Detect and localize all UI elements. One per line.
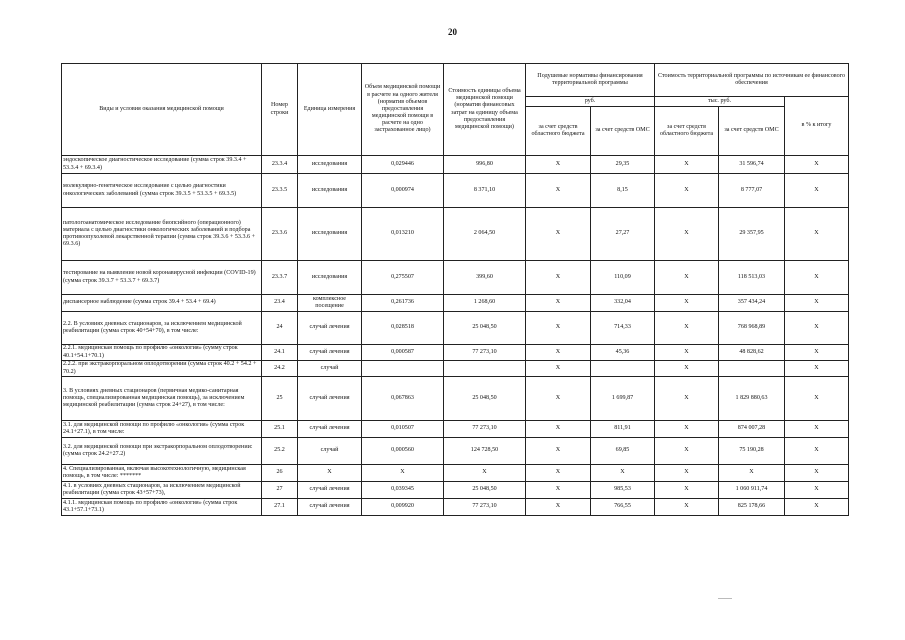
row-unit-cost: 399,60 (444, 261, 526, 295)
row-percent: X (785, 482, 849, 499)
row-cost-regional: X (655, 361, 719, 377)
header-regional-budget: за счет средств областного бюджета (526, 107, 591, 156)
row-unit-cost: 1 268,60 (444, 295, 526, 312)
row-unit: X (298, 465, 362, 482)
row-cost-regional: X (655, 438, 719, 465)
row-unit: случай лечения (298, 421, 362, 438)
row-volume: 0,013210 (362, 208, 444, 261)
table-row (62, 361, 849, 377)
row-number: 23.3.5 (262, 174, 298, 208)
row-per-capita-regional: X (526, 465, 591, 482)
header-percent-total: в % к итогу (785, 97, 849, 156)
row-unit: исследования (298, 174, 362, 208)
row-volume: X (362, 465, 444, 482)
row-per-capita-oms: 811,91 (591, 421, 655, 438)
row-percent: X (785, 208, 849, 261)
row-cost-oms: 75 190,28 (719, 438, 785, 465)
row-unit-cost: X (444, 465, 526, 482)
row-cost-oms: 8 777,07 (719, 174, 785, 208)
row-percent: X (785, 499, 849, 516)
row-unit-cost: 996,80 (444, 156, 526, 174)
row-unit-cost: 77 273,10 (444, 345, 526, 361)
row-description: 3.1. для медицинской помощи по профилю «онкология» (сумма строк 24.1+27.1), в том числе: (62, 421, 262, 438)
row-cost-oms: 48 828,62 (719, 345, 785, 361)
row-percent: X (785, 295, 849, 312)
row-per-capita-regional: X (526, 261, 591, 295)
row-percent: X (785, 421, 849, 438)
row-description: тестирование на выявление новой коронавирусной инфекции (COVID-19) (сумма строк 39.3.7 + 53.3.7 + 69.3.7) (62, 261, 262, 295)
row-unit-cost: 25 048,50 (444, 312, 526, 345)
row-unit-cost (444, 361, 526, 377)
row-cost-oms: 874 007,28 (719, 421, 785, 438)
row-number: 24 (262, 312, 298, 345)
row-unit-cost: 2 064,50 (444, 208, 526, 261)
financing-table (61, 63, 849, 516)
row-cost-regional: X (655, 482, 719, 499)
row-percent: X (785, 174, 849, 208)
row-per-capita-regional: X (526, 377, 591, 421)
row-unit-cost: 25 048,50 (444, 377, 526, 421)
row-volume: 0,010507 (362, 421, 444, 438)
row-percent: X (785, 438, 849, 465)
header-volume: Объем медицинской помощи в расчете на одного жителя (норматив объемов предоставления медицинской помощи в расчете на одно застрахованное лицо) (362, 64, 444, 156)
row-per-capita-oms: 29,35 (591, 156, 655, 174)
row-cost-oms: 31 596,74 (719, 156, 785, 174)
row-unit: исследования (298, 208, 362, 261)
table-row (62, 174, 849, 208)
row-unit-cost: 8 371,10 (444, 174, 526, 208)
table-body (62, 156, 849, 516)
table-row (62, 156, 849, 174)
row-description: патологоанатомическое исследование биопсийного (операционного) материала с целью диагностики онкологических заболеваний и подбора противоопухолевой лекарственной терапии (сумма строк 39.3.6 + 53.3.6 + 69.3.6) (62, 208, 262, 261)
row-per-capita-regional: X (526, 361, 591, 377)
page-number: 20 (448, 27, 457, 37)
row-unit: случай (298, 361, 362, 377)
row-per-capita-oms: 45,36 (591, 345, 655, 361)
row-volume: 0,275507 (362, 261, 444, 295)
row-number: 27 (262, 482, 298, 499)
row-cost-oms: 29 357,95 (719, 208, 785, 261)
row-number: 27.1 (262, 499, 298, 516)
header-per-capita-norms: Подушевые нормативы финансирования территориальной программы (526, 64, 655, 97)
row-per-capita-regional: X (526, 482, 591, 499)
row-percent: X (785, 156, 849, 174)
row-per-capita-oms: 766,55 (591, 499, 655, 516)
row-per-capita-regional: X (526, 174, 591, 208)
row-unit: случай лечения (298, 377, 362, 421)
row-description: 2.2.2. при экстракорпоральном оплодотворении (сумма строк 40.2 + 54.2 + 70.2) (62, 361, 262, 377)
table-row (62, 312, 849, 345)
row-cost-oms: 1 060 911,74 (719, 482, 785, 499)
table-row (62, 482, 849, 499)
row-number: 26 (262, 465, 298, 482)
row-volume: 0,000974 (362, 174, 444, 208)
row-cost-regional: X (655, 345, 719, 361)
row-number: 25 (262, 377, 298, 421)
row-description: 3.2. для медицинской помощи при экстракорпоральном оплодотворении: (сумма строк 24.2+27.2) (62, 438, 262, 465)
row-volume: 0,009920 (362, 499, 444, 516)
row-description: 4.1. в условиях дневных стационаров, за исключением медицинской реабилитации (сумма строк 43+57+73), (62, 482, 262, 499)
row-cost-oms: 357 434,24 (719, 295, 785, 312)
table-row (62, 421, 849, 438)
row-number: 25.2 (262, 438, 298, 465)
row-per-capita-regional: X (526, 208, 591, 261)
table-row (62, 465, 849, 482)
row-cost-regional: X (655, 156, 719, 174)
row-cost-oms (719, 361, 785, 377)
row-volume: 0,000587 (362, 345, 444, 361)
row-cost-oms: 825 178,66 (719, 499, 785, 516)
row-cost-regional: X (655, 261, 719, 295)
row-description: эндоскопическое диагностическое исследование (сумма строк 39.3.4 + 53.3.4 + 69.3.4) (62, 156, 262, 174)
row-volume: 0,039345 (362, 482, 444, 499)
table-row (62, 261, 849, 295)
table-row (62, 208, 849, 261)
row-description: молекулярно-генетическое исследование с целью диагностики онкологических заболеваний (сумма строк 39.3.5 + 53.3.5 + 69.3.5) (62, 174, 262, 208)
row-cost-regional: X (655, 377, 719, 421)
row-percent: X (785, 312, 849, 345)
scan-mark (718, 598, 732, 599)
row-cost-oms: 118 513,03 (719, 261, 785, 295)
row-per-capita-oms: 1 699,87 (591, 377, 655, 421)
row-unit: комплексное посещение (298, 295, 362, 312)
row-unit: случай (298, 438, 362, 465)
row-per-capita-regional: X (526, 438, 591, 465)
header-oms: за счет средств ОМС (591, 107, 655, 156)
row-volume: 0,028518 (362, 312, 444, 345)
row-cost-oms: 1 829 880,63 (719, 377, 785, 421)
row-percent: X (785, 345, 849, 361)
row-number: 23.3.7 (262, 261, 298, 295)
row-cost-regional: X (655, 499, 719, 516)
row-unit: исследования (298, 156, 362, 174)
row-per-capita-oms: 27,27 (591, 208, 655, 261)
row-description: 2.2.1. медицинская помощь по профилю «онкология» (сумму строк 40.1+54.1+70.1) (62, 345, 262, 361)
row-unit: случай лечения (298, 482, 362, 499)
row-description: 3. В условиях дневных стационаров (первичная медико-санитарная помощь, специализированная медицинская помощь), за исключением медицинской реабилитации (сумма строк 24+27), в том числе: (62, 377, 262, 421)
row-description: 4. Специализированная, включая высокотехнологичную, медицинская помощь, в том числе: ******* (62, 465, 262, 482)
row-percent: X (785, 465, 849, 482)
row-unit: исследования (298, 261, 362, 295)
row-number: 25.1 (262, 421, 298, 438)
row-number: 23.3.4 (262, 156, 298, 174)
row-number: 24.1 (262, 345, 298, 361)
table-row (62, 345, 849, 361)
header-oms-2: за счет средств ОМС (719, 107, 785, 156)
row-number: 23.3.6 (262, 208, 298, 261)
row-cost-regional: X (655, 421, 719, 438)
row-per-capita-oms: 714,33 (591, 312, 655, 345)
row-cost-regional: X (655, 465, 719, 482)
row-per-capita-oms: 8,15 (591, 174, 655, 208)
header-row-number: Номер строки (262, 64, 298, 156)
row-per-capita-oms: X (591, 465, 655, 482)
row-cost-regional: X (655, 295, 719, 312)
row-unit: случай лечения (298, 499, 362, 516)
row-per-capita-regional: X (526, 345, 591, 361)
header-description: Виды и условия оказания медицинской помощи (62, 64, 262, 156)
row-unit: случай лечения (298, 312, 362, 345)
row-description: 2.2. В условиях дневных стационаров, за исключением медицинской реабилитации (сумма строк 40+54+70), в том числе: (62, 312, 262, 345)
row-description: 4.1.1. медицинская помощь по профилю «онкология» (сумма строк 43.1+57.1+73.1) (62, 499, 262, 516)
row-volume: 0,067863 (362, 377, 444, 421)
header-unit: Единица измерения (298, 64, 362, 156)
row-per-capita-oms: 332,04 (591, 295, 655, 312)
row-volume: 0,029446 (362, 156, 444, 174)
row-volume (362, 361, 444, 377)
row-unit-cost: 124 728,50 (444, 438, 526, 465)
row-per-capita-regional: X (526, 312, 591, 345)
header-unit-cost: Стоимость единицы объема медицинской помощи (норматив финансовых затрат на единицу объема предоставления медицинской помощи) (444, 64, 526, 156)
row-percent: X (785, 377, 849, 421)
row-per-capita-regional: X (526, 295, 591, 312)
row-volume: 0,261736 (362, 295, 444, 312)
row-cost-oms: 768 968,89 (719, 312, 785, 345)
row-unit-cost: 25 048,50 (444, 482, 526, 499)
table-row (62, 438, 849, 465)
row-percent: X (785, 261, 849, 295)
row-cost-regional: X (655, 312, 719, 345)
row-per-capita-oms: 69,85 (591, 438, 655, 465)
header-thousand-rub: тыс. руб. (655, 97, 785, 107)
row-unit-cost: 77 273,10 (444, 421, 526, 438)
row-per-capita-oms: 110,09 (591, 261, 655, 295)
row-cost-regional: X (655, 174, 719, 208)
row-percent: X (785, 361, 849, 377)
row-unit-cost: 77 273,10 (444, 499, 526, 516)
row-per-capita-regional: X (526, 156, 591, 174)
row-description: диспансерное наблюдение (сумма строк 39.4 + 53.4 + 69.4) (62, 295, 262, 312)
header-program-cost: Стоимость территориальной программы по источникам ее финансового обеспечения (655, 64, 849, 97)
row-per-capita-regional: X (526, 421, 591, 438)
row-per-capita-oms: 985,53 (591, 482, 655, 499)
row-number: 23.4 (262, 295, 298, 312)
header-regional-budget-2: за счет средств областного бюджета (655, 107, 719, 156)
row-per-capita-regional: X (526, 499, 591, 516)
row-per-capita-oms (591, 361, 655, 377)
table-row (62, 377, 849, 421)
row-volume: 0,000560 (362, 438, 444, 465)
row-number: 24.2 (262, 361, 298, 377)
row-unit: случай лечения (298, 345, 362, 361)
row-cost-regional: X (655, 208, 719, 261)
table-row (62, 295, 849, 312)
table-row (62, 499, 849, 516)
row-cost-oms: X (719, 465, 785, 482)
header-rub: руб. (526, 97, 655, 107)
